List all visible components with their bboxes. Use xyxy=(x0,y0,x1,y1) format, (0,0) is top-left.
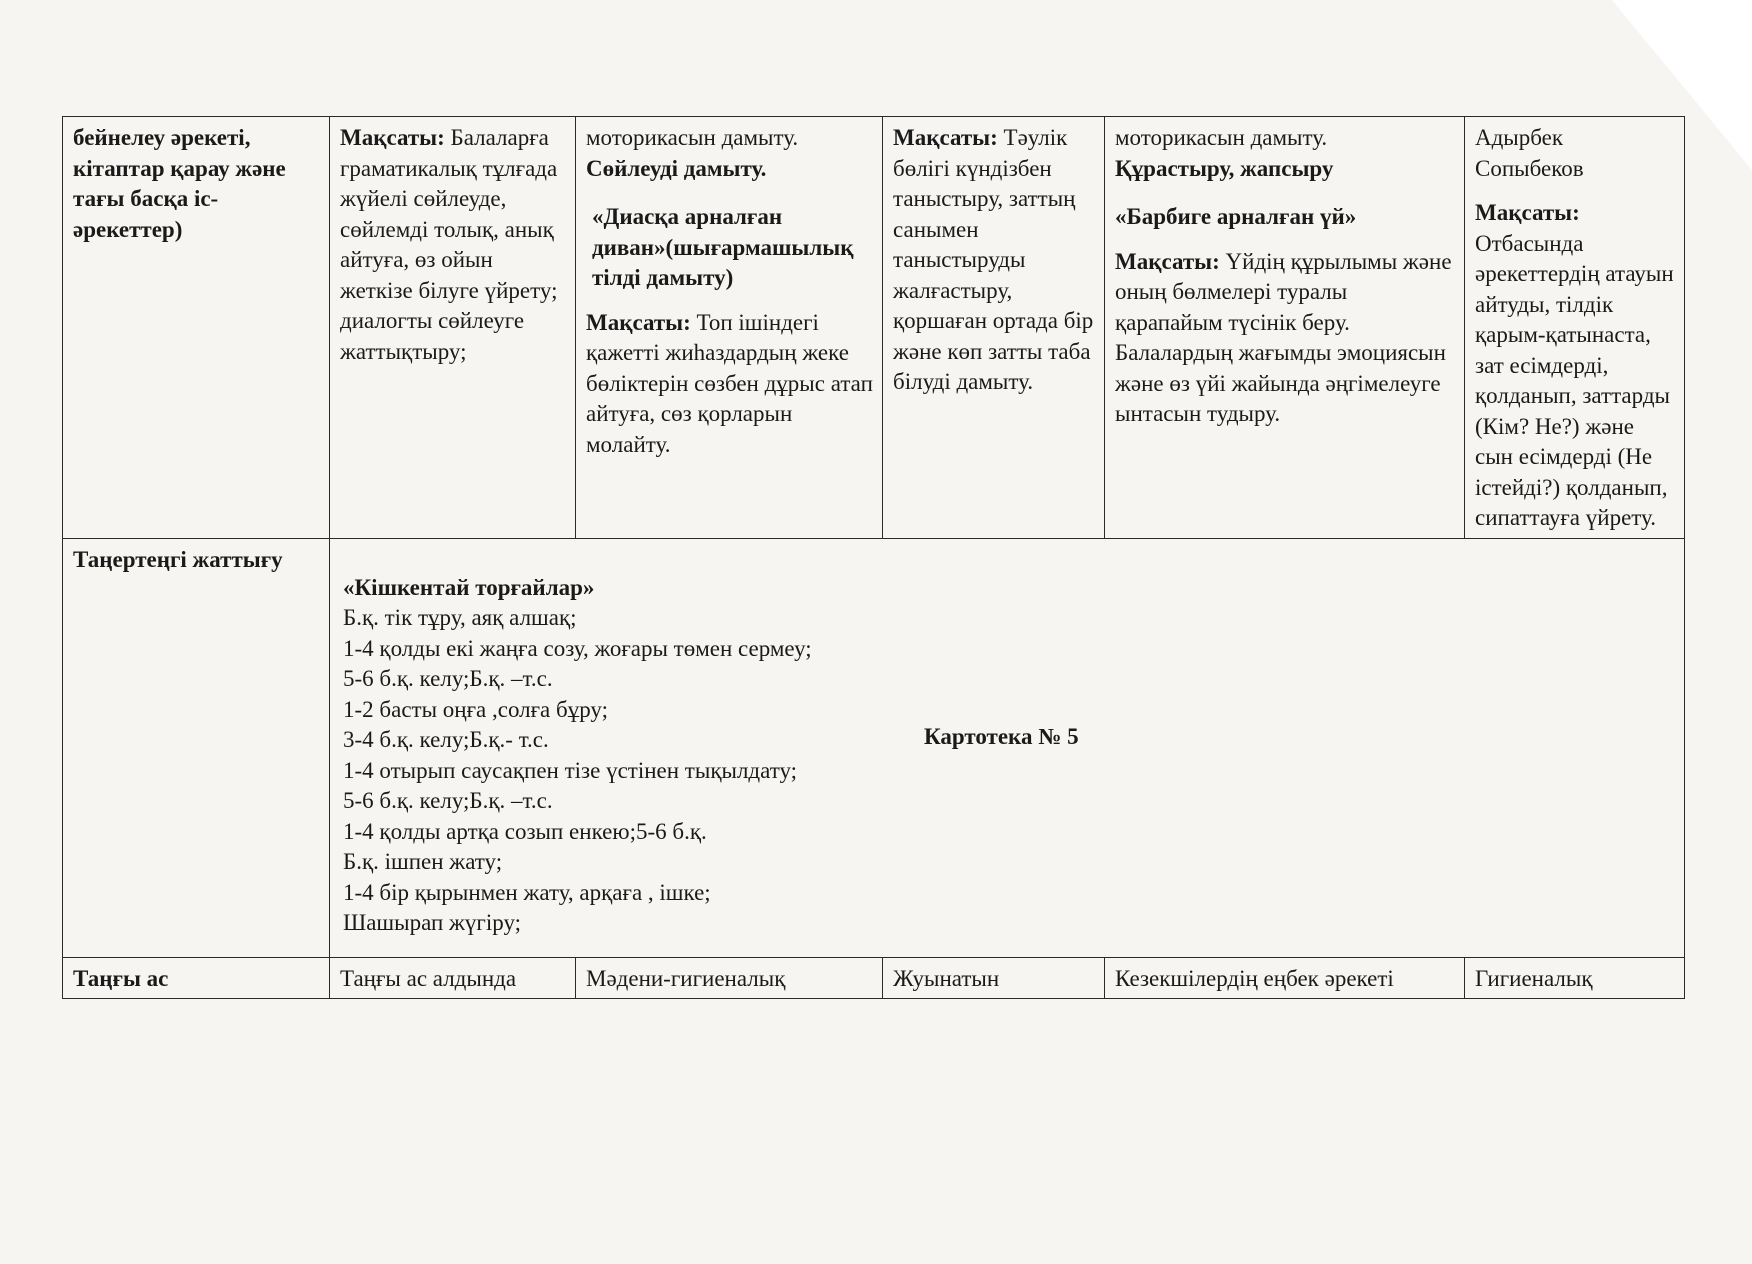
breakfast-cell-text: Жуынатын xyxy=(893,965,1000,991)
col3-title: «Диасқа арналған диван»(шығармашылық тілді дамыту) xyxy=(592,204,854,290)
breakfast-cell-text: Мәдени-гигиеналық xyxy=(586,965,786,991)
col3-goal-text: Топ ішіндегі қажетті жиһаздардың жеке бөліктерін сөзбен дұрыс атап айтуға, сөз қорларын молайту. xyxy=(586,309,873,457)
col5-goal-text: Үйдің құрылымы және оның бөлмелері туралы қарапайым түсінік беру. Балалардың жағымды эмоциясын және өз үйі жайында әңгімелеуге ынтасын тудыру. xyxy=(1115,248,1452,426)
exercise-line: Шашырап жүгіру; xyxy=(343,910,522,935)
breakfast-label-cell xyxy=(63,957,330,999)
exercise-line: 1-4 қолды екі жаңға созу, жоғары төмен сермеу; xyxy=(343,635,812,661)
exercise-line: 1-4 қолды артқа созып енкею;5-6 б.қ. xyxy=(343,818,707,844)
exercise-line: 5-6 б.қ. келу;Б.қ. –т.с. xyxy=(343,788,553,813)
col3-top-text: моторикасын дамыту. xyxy=(586,125,799,150)
breakfast-row xyxy=(63,957,1685,999)
breakfast-cell-text: Таңғы ас алдында xyxy=(340,965,517,991)
col6-cell xyxy=(1465,117,1685,539)
col5-cell xyxy=(1105,117,1465,539)
morning-exercise-label: Таңертеңгі жаттығу xyxy=(73,546,283,572)
col6-author: Адырбек Сопыбеков xyxy=(1475,125,1584,181)
col2-goal-text: Балаларға граматикалық тұлғада жүйелі сөйлеуде, сөйлемді толық, анық айтуға, өз ойын жеткізе білуге үйрету; диалогты сөйлеуге жаттықтыру; xyxy=(340,125,558,364)
exercise-title: «Кішкентай торғайлар» xyxy=(343,574,595,600)
col3-goal-label: Мақсаты: xyxy=(586,309,691,335)
breakfast-cell-text: Кезекшілердің еңбек әрекеті xyxy=(1115,965,1394,991)
activities-label-cell xyxy=(63,117,330,539)
exercise-line: Б.қ. ішпен жату; xyxy=(343,849,503,874)
col5-title: «Барбиге арналған үй» xyxy=(1115,204,1357,229)
exercise-line: Б.қ. тік тұру, аяқ алшақ; xyxy=(343,605,577,630)
activities-label: бейнелеу әрекеті, кітаптар қарау және тағы басқа іс-әрекеттер) xyxy=(73,125,286,242)
breakfast-cell xyxy=(576,957,883,999)
breakfast-cell-text: Гигиеналық xyxy=(1475,965,1593,991)
exercise-line: 1-4 бір қырынмен жату, арқаға , ішке; xyxy=(343,879,711,905)
col5-top-text: моторикасын дамыту. xyxy=(1115,125,1328,150)
breakfast-cell xyxy=(1465,957,1685,999)
exercise-line: 1-2 басты оңға ,солға бұру; xyxy=(343,696,608,722)
breakfast-cell xyxy=(883,957,1105,999)
morning-exercise-label-cell xyxy=(63,538,330,957)
breakfast-label: Таңғы ас xyxy=(73,965,169,991)
morning-exercise-row xyxy=(63,538,1685,957)
breakfast-cell xyxy=(1105,957,1465,999)
col3-cell xyxy=(576,117,883,539)
breakfast-cell xyxy=(330,957,576,999)
col3-subject: Сөйлеуді дамыту. xyxy=(586,155,767,181)
exercise-line: 1-4 отырып саусақпен тізе үстінен тықылдату; xyxy=(343,757,798,783)
exercise-line: 3-4 б.қ. келу;Б.қ.- т.с. xyxy=(343,727,549,752)
col4-goal-text: Тәулік бөлігі күндізбен таныстыру, заттың санымен таныстыруды жалғастыру, қоршаған ортада бір және көп затты таба білуді дамыту. xyxy=(893,125,1094,394)
col6-goal-text: Отбасында әрекеттердің атауын айтуды, тілдік қарым-қатынаста, зат есімдерді, қолданып, заттарды (Кім? Не?) және сын есімдерді (Не істейді?) қолданып, сипаттауға үйрету. xyxy=(1475,230,1674,530)
card-file-number: Картотека № 5 xyxy=(924,724,1079,749)
exercise-line: 5-6 б.қ. келу;Б.қ. –т.с. xyxy=(343,666,553,691)
col5-subject: Құрастыру, жапсыру xyxy=(1115,155,1334,181)
col2-cell xyxy=(330,117,576,539)
plan-table xyxy=(62,116,1685,999)
col4-goal-label: Мақсаты: xyxy=(893,125,998,150)
col4-cell xyxy=(883,117,1105,539)
activities-row xyxy=(63,117,1685,539)
col2-goal-label: Мақсаты: xyxy=(340,125,445,150)
col5-goal-label: Мақсаты: xyxy=(1115,248,1220,274)
col6-goal-label: Мақсаты: xyxy=(1475,200,1580,225)
